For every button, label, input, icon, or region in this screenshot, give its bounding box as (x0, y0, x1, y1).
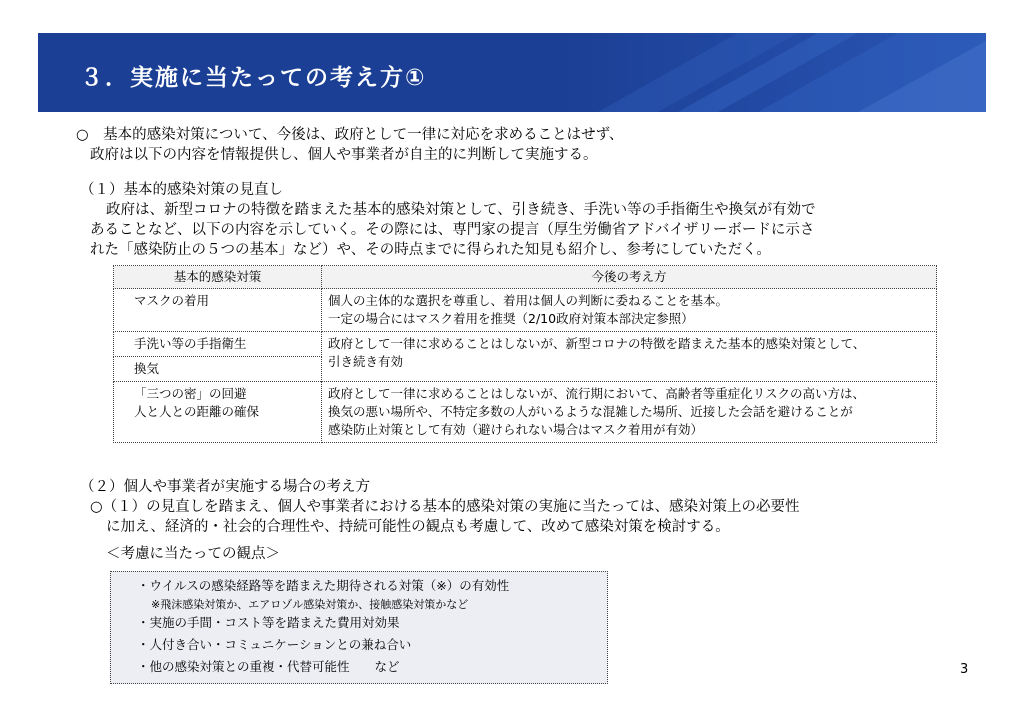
viewpoint-note: ※飛沫感染対策か、エアロゾル感染対策か、接触感染対策かなど (151, 598, 469, 611)
table-header-row (114, 266, 937, 289)
section2-heading: （２）個人や事業者が実施する場合の考え方 (80, 479, 370, 495)
viewpoint-item: ・他の感染対策との重複・代替可能性 など (137, 659, 400, 674)
intro-line-1: ○ 基本的感染対策について、今後は、政府として一律に対応を求めることはせず、 (76, 127, 624, 143)
approach-text: 政府として一律に求めることはしないが、流行期において、高齢者等重症化リスクの高い方は、 (328, 386, 866, 401)
measure-text: 手洗い等の手指衛生 (134, 336, 247, 351)
table-row (114, 382, 937, 443)
title-banner (38, 33, 986, 112)
section1-para-line: あることなど、以下の内容を示していく。その際には、専門家の提言（厚生労働省アドバイザリーボードに示さ (90, 222, 815, 238)
column-header: 基本的感染対策 (114, 266, 322, 289)
section1-heading: （１）基本的感染対策の見直し (80, 182, 283, 198)
measure-text: 換気 (134, 361, 160, 376)
approach-text: 換気の悪い場所や、不特定多数の人がいるような混雑した場所、近接した会話を避けることが (328, 404, 853, 419)
approach-cell (322, 382, 937, 443)
section2-line-2: に加え、経済的・社会的合理性や、持続可能性の観点も考慮して、改めて感染対策を検討する。 (106, 519, 730, 535)
viewpoint-item: ・人付き合い・コミュニケーションとの兼ね合い (137, 637, 412, 652)
approach-text: 引き続き有効 (328, 354, 404, 369)
measure-text: 人と人との距離の確保 (134, 404, 260, 419)
viewpoint-item: ・実施の手間・コスト等を踏まえた費用対効果 (137, 615, 400, 630)
column-header: 今後の考え方 (322, 266, 937, 289)
approach-text: 感染防止対策として有効（避けられない場合はマスク着用が有効） (328, 422, 704, 437)
measure-text: 「三つの密」の回避 (134, 386, 247, 401)
approach-cell (322, 332, 937, 382)
table-row (114, 289, 937, 332)
viewpoints-heading: ＜考慮に当たっての観点＞ (106, 546, 280, 562)
intro-line-2: 政府は以下の内容を情報提供し、個人や事業者が自主的に判断して実施する。 (90, 147, 598, 163)
section2-line-1: ○（１）の見直しを踏まえ、個人や事業者における基本的感染対策の実施に当たっては、感染対策上の必要性 (90, 499, 800, 515)
table-row (114, 332, 937, 357)
approach-text: 個人の主体的な選択を尊重し、着用は個人の判断に委ねることを基本。 (328, 293, 729, 308)
measure-text: マスクの着用 (134, 293, 210, 308)
viewpoints-box (110, 571, 608, 684)
approach-text: 政府として一律に求めることはしないが、新型コロナの特徴を踏まえた基本的感染対策として、 (328, 336, 866, 351)
page-title: ３．実施に当たっての考え方① (80, 65, 427, 91)
section1-para-line: れた「感染防止の５つの基本」など）や、その時点までに得られた知見も紹介し、参考にしていただく。 (90, 242, 771, 258)
measure-cell (114, 357, 322, 382)
measure-cell (114, 332, 322, 357)
page-number: 3 (960, 662, 969, 677)
measures-table (113, 265, 937, 443)
viewpoint-item: ・ウイルスの感染経路等を踏まえた期待される対策（※）の有効性 (137, 578, 510, 593)
approach-text: 一定の場合にはマスク着用を推奨（2/10政府対策本部決定参照） (328, 311, 694, 326)
measure-cell (114, 289, 322, 332)
section1-para-line: 政府は、新型コロナの特徴を踏まえた基本的感染対策として、引き続き、手洗い等の手指衛生や換気が有効で (106, 202, 816, 218)
approach-cell (322, 289, 937, 332)
measure-cell (114, 382, 322, 443)
